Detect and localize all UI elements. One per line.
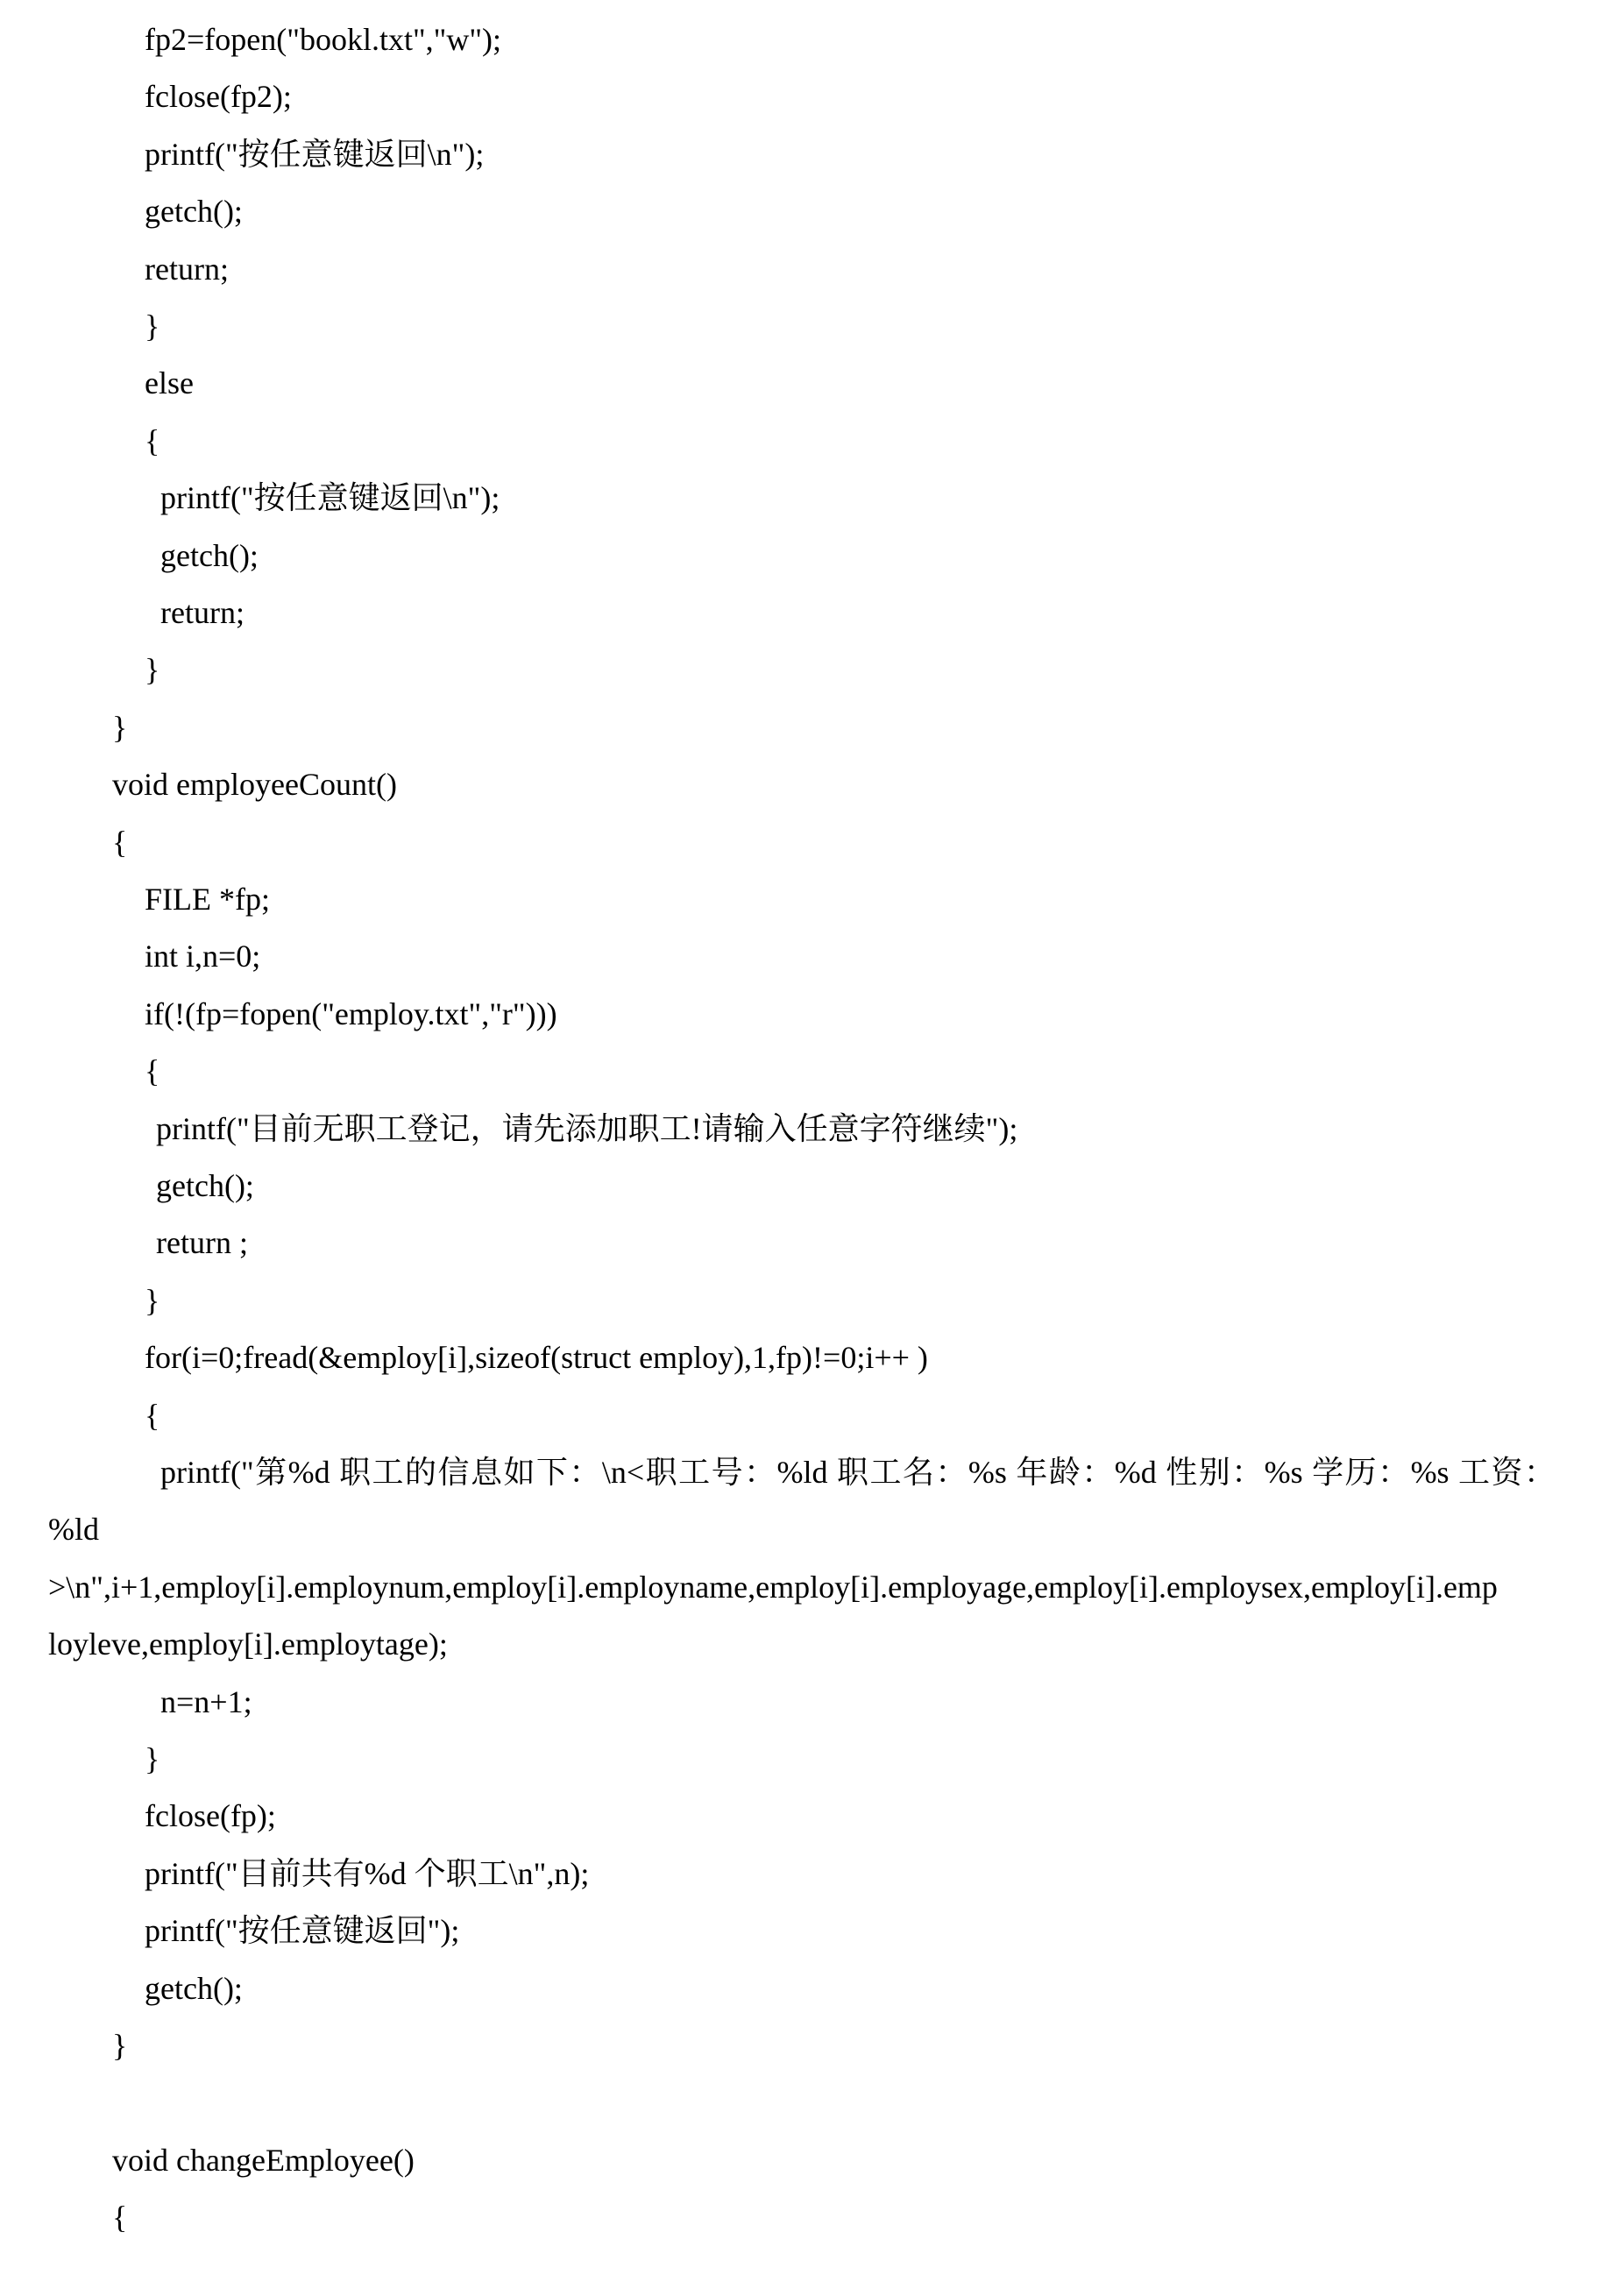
code-line: getch(); (156, 1168, 254, 1203)
code-line: { (145, 422, 160, 458)
code-line: fclose(fp2); (145, 79, 292, 115)
code-line: return; (145, 251, 229, 287)
code-line: { (145, 1397, 160, 1433)
code-line: %ld (48, 1512, 99, 1548)
code-line: if(!(fp=fopen("employ.txt","r"))) (145, 996, 557, 1031)
code-line: printf("目前无职工登记，请先添加职工!请输入任意字符继续"); (156, 1110, 1018, 1146)
code-line: return ; (156, 1225, 248, 1261)
code-line: fp2=fopen("bookl.txt","w"); (145, 22, 502, 57)
code-line: printf("按任意键返回"); (145, 1913, 460, 1949)
code-line: } (145, 1741, 160, 1776)
code-line: for(i=0;fread(&employ[i],sizeof(struct employ),1,fp)!=0;i++ ) (145, 1340, 928, 1376)
code-line: printf("目前共有%d 个职工\n",n); (145, 1855, 590, 1891)
code-line: } (112, 709, 128, 745)
code-line: printf("按任意键返回\n"); (145, 136, 485, 172)
code-line: } (145, 308, 160, 344)
code-line: } (112, 2028, 128, 2063)
code-line: fclose(fp); (145, 1798, 276, 1834)
code-line: printf("第%d 职工的信息如下：\n<职工号：%ld 职工名：%s 年龄：%d 性别：%s 学历：%s 工资： (160, 1455, 1556, 1490)
code-line: FILE *fp; (145, 882, 270, 917)
code-line: printf("按任意键返回\n"); (160, 480, 500, 516)
code-line: void changeEmployee() (112, 2142, 415, 2178)
code-line: >\n",i+1,employ[i].employnum,employ[i].employname,employ[i].employage,employ[i].employsex,employ[i].emp (48, 1569, 1498, 1605)
code-line: else (145, 365, 194, 401)
code-line: loyleve,employ[i].employtage); (48, 1626, 448, 1662)
code-line: { (112, 824, 128, 860)
code-line: getch(); (160, 537, 259, 573)
code-line: return; (160, 595, 245, 630)
code-line: getch(); (145, 1970, 243, 2006)
code-line: { (112, 2200, 128, 2236)
code-line: int i,n=0; (145, 939, 261, 974)
code-line: } (145, 652, 160, 688)
code-line: n=n+1; (160, 1683, 252, 1719)
code-line: void employeeCount() (112, 767, 397, 803)
code-line: getch(); (145, 194, 243, 230)
code-line: } (145, 1282, 160, 1318)
code-line: { (145, 1053, 160, 1089)
